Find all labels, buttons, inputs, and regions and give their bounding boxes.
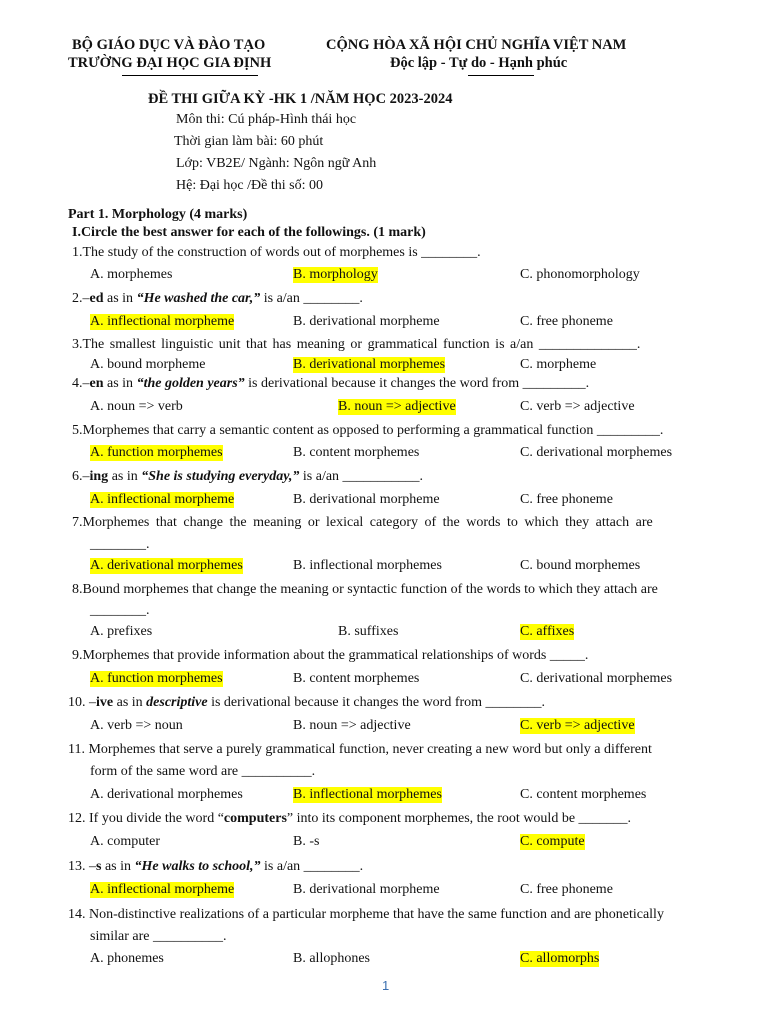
q11-option-a[interactable]: A. derivational morphemes bbox=[90, 787, 243, 802]
exam-system: Hệ: Đại học /Đề thi số: 00 bbox=[176, 178, 323, 193]
q11-option-b[interactable]: B. inflectional morphemes bbox=[293, 787, 442, 802]
ministry-name: BỘ GIÁO DỤC VÀ ĐÀO TẠO bbox=[72, 37, 266, 53]
university-name: TRƯỜNG ĐẠI HỌC GIA ĐỊNH bbox=[68, 55, 272, 71]
q14-option-a[interactable]: A. phonemes bbox=[90, 951, 164, 966]
question-10-text: 10. –ive as in descriptive is derivational because it changes the word from ________. bbox=[68, 695, 546, 710]
q7-option-c[interactable]: C. bound morphemes bbox=[520, 558, 641, 573]
part-title: Part 1. Morphology (4 marks) bbox=[68, 207, 248, 222]
q10-option-a[interactable]: A. verb => noun bbox=[90, 718, 183, 733]
question-3-text: 3.The smallest linguistic unit that has meaning or grammatical function is a/an ______________. bbox=[72, 337, 641, 352]
q14-option-c[interactable]: C. allomorphs bbox=[520, 951, 600, 966]
question-2-text: 2.–ed as in “He washed the car,” is a/an ________. bbox=[72, 291, 363, 306]
q8-option-c[interactable]: C. affixes bbox=[520, 624, 575, 639]
q1-option-b[interactable]: B. morphology bbox=[293, 267, 378, 282]
q13-option-c[interactable]: C. free phoneme bbox=[520, 882, 613, 897]
exam-subject: Môn thi: Cú pháp-Hình thái học bbox=[176, 112, 357, 127]
q9-option-c[interactable]: C. derivational morphemes bbox=[520, 671, 673, 686]
question-9-text: 9.Morphemes that provide information about the grammatical relationships of words _____. bbox=[72, 648, 589, 663]
question-8-blank: ________. bbox=[90, 603, 150, 618]
q2-option-c[interactable]: C. free phoneme bbox=[520, 314, 613, 329]
question-7-text: 7.Morphemes that change the meaning or lexical category of the words to which they attach are bbox=[72, 515, 653, 530]
q7-option-b[interactable]: B. inflectional morphemes bbox=[293, 558, 442, 573]
exam-title: ĐỀ THI GIỮA KỲ -HK 1 /NĂM HỌC 2023-2024 bbox=[148, 91, 453, 107]
q9-option-b[interactable]: B. content morphemes bbox=[293, 671, 420, 686]
question-12-text: 12. If you divide the word “computers” into its component morphemes, the root would be _______. bbox=[68, 811, 632, 826]
question-8-text: 8.Bound morphemes that change the meaning or syntactic function of the words to which they attach are bbox=[72, 582, 658, 597]
question-13-text: 13. –s as in “He walks to school,” is a/an ________. bbox=[68, 859, 364, 874]
q4-option-b[interactable]: B. noun => adjective bbox=[338, 399, 456, 414]
q13-option-a[interactable]: A. inflectional morpheme bbox=[90, 882, 235, 897]
q3-option-c[interactable]: C. morpheme bbox=[520, 357, 597, 372]
q6-option-b[interactable]: B. derivational morpheme bbox=[293, 492, 440, 507]
q14-option-b[interactable]: B. allophones bbox=[293, 951, 370, 966]
q5-option-b[interactable]: B. content morphemes bbox=[293, 445, 420, 460]
q2-option-b[interactable]: B. derivational morpheme bbox=[293, 314, 440, 329]
q1-option-a[interactable]: A. morphemes bbox=[90, 267, 173, 282]
exam-class: Lớp: VB2E/ Ngành: Ngôn ngữ Anh bbox=[176, 156, 377, 171]
question-14-text: 14. Non-distinctive realizations of a particular morpheme that have the same function and are phonetically bbox=[68, 907, 664, 922]
q3-option-a[interactable]: A. bound morpheme bbox=[90, 357, 206, 372]
q6-option-a[interactable]: A. inflectional morpheme bbox=[90, 492, 235, 507]
exam-time: Thời gian làm bài: 60 phút bbox=[174, 134, 324, 149]
q10-option-c[interactable]: C. verb => adjective bbox=[520, 718, 635, 733]
question-4-text: 4.–en as in “the golden years” is derivational because it changes the word from _________. bbox=[72, 376, 590, 391]
q3-option-b[interactable]: B. derivational morphemes bbox=[293, 357, 446, 372]
q6-option-c[interactable]: C. free phoneme bbox=[520, 492, 613, 507]
question-5-text: 5.Morphemes that carry a semantic content as opposed to performing a grammatical function _________. bbox=[72, 423, 664, 438]
q1-option-c[interactable]: C. phonomorphology bbox=[520, 267, 640, 282]
question-11-text: 11. Morphemes that serve a purely grammatical function, never creating a new word but only a different bbox=[68, 742, 652, 757]
q9-option-a[interactable]: A. function morphemes bbox=[90, 671, 223, 686]
q12-option-b[interactable]: B. -s bbox=[293, 834, 320, 849]
q13-option-b[interactable]: B. derivational morpheme bbox=[293, 882, 440, 897]
header-left-rule bbox=[122, 75, 258, 76]
question-1-text: 1.The study of the construction of words out of morphemes is ________. bbox=[72, 245, 481, 260]
q4-option-c[interactable]: C. verb => adjective bbox=[520, 399, 635, 414]
question-14-line2: similar are __________. bbox=[90, 929, 227, 944]
question-11-line2: form of the same word are __________. bbox=[90, 764, 316, 779]
q12-option-a[interactable]: A. computer bbox=[90, 834, 160, 849]
part-instruction: I.Circle the best answer for each of the followings. (1 mark) bbox=[72, 225, 426, 240]
q5-option-c[interactable]: C. derivational morphemes bbox=[520, 445, 673, 460]
q8-option-b[interactable]: B. suffixes bbox=[338, 624, 399, 639]
q8-option-a[interactable]: A. prefixes bbox=[90, 624, 153, 639]
country-name: CỘNG HÒA XÃ HỘI CHỦ NGHĨA VIỆT NAM bbox=[326, 37, 627, 53]
question-7-blank: ________. bbox=[90, 537, 150, 552]
q12-option-c[interactable]: C. compute bbox=[520, 834, 585, 849]
q10-option-b[interactable]: B. noun => adjective bbox=[293, 718, 411, 733]
page-number: 1 bbox=[382, 978, 390, 993]
question-6-text: 6.–ing as in “She is studying everyday,” is a/an ___________. bbox=[72, 469, 424, 484]
q5-option-a[interactable]: A. function morphemes bbox=[90, 445, 223, 460]
q2-option-a[interactable]: A. inflectional morpheme bbox=[90, 314, 235, 329]
q11-option-c[interactable]: C. content morphemes bbox=[520, 787, 647, 802]
q7-option-a[interactable]: A. derivational morphemes bbox=[90, 558, 243, 573]
motto: Độc lập - Tự do - Hạnh phúc bbox=[390, 55, 568, 71]
q4-option-a[interactable]: A. noun => verb bbox=[90, 399, 183, 414]
header-right-rule bbox=[468, 75, 534, 76]
